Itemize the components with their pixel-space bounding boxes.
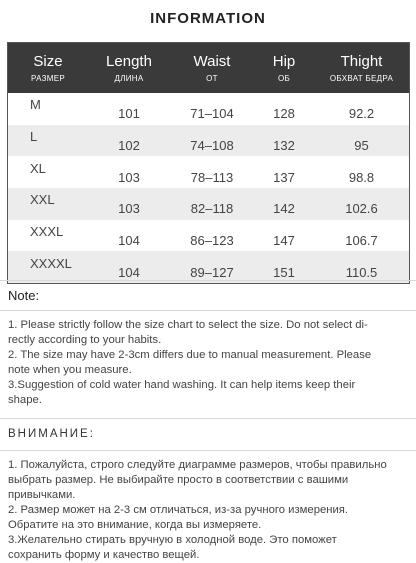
cell-length: 103	[118, 201, 140, 217]
divider	[0, 450, 416, 451]
header-length-en: Length	[106, 52, 152, 70]
header-thigh	[314, 43, 409, 93]
page-title: INFORMATION	[150, 10, 266, 27]
header-size-ru: РАЗМЕР	[30, 73, 65, 83]
ru-note-line: 3.Желательно стирать вручную в холодной воде. Это поможет	[8, 534, 337, 546]
ru-note-line: 2. Размер может на 2-3 см отличаться, из-за ручного измерения.	[8, 504, 349, 516]
header-size-en: Size	[33, 52, 63, 70]
cell-thigh: 98.8	[348, 169, 375, 185]
ru-note-line: выбрать размер. Не выбирайте просто в соответствии с вашими	[8, 474, 349, 486]
header-waist	[170, 43, 254, 93]
note-line: shape.	[8, 394, 42, 406]
divider	[0, 418, 416, 419]
ru-note-title: ВНИМАНИЕ:	[8, 428, 95, 440]
header-hip-en: Hip	[272, 52, 296, 70]
cell-thigh: 106.7	[345, 233, 378, 249]
ru-note-line: 1. Пожалуйста, строго следуйте диаграмме размеров, чтобы правильно	[8, 459, 387, 471]
note-text	[8, 318, 408, 408]
table-header	[8, 43, 409, 93]
cell-waist: 74–108	[190, 138, 234, 154]
note-line: 1. Please strictly follow the size chart to select the size. Do not select di-	[8, 319, 368, 331]
cell-size: XL	[30, 160, 46, 176]
divider	[0, 280, 416, 281]
cell-thigh: 95	[354, 138, 369, 154]
cell-size: XXXXL	[30, 255, 72, 271]
table-row	[8, 188, 409, 220]
header-waist-en: Waist	[193, 52, 231, 70]
cell-size: XXXL	[30, 224, 64, 240]
note-line: 3.Suggestion of cold water hand washing. It can help items keep their	[8, 379, 356, 391]
cell-thigh: 92.2	[348, 106, 375, 122]
divider	[0, 310, 416, 311]
header-thigh-ru: ОБХВАТ БЕДРА	[329, 73, 394, 83]
table-row	[8, 125, 409, 157]
header-hip-ru: ОБ	[277, 73, 291, 83]
cell-waist: 86–123	[190, 233, 234, 249]
note-line: note when you measure.	[8, 364, 132, 376]
note-line: 2. The size may have 2-3cm differs due to manual measurement. Please	[8, 349, 372, 361]
cell-waist: 89–127	[190, 264, 234, 280]
ru-note-line: сохранить форму и качество вещей.	[8, 549, 200, 561]
cell-hip: 151	[273, 264, 295, 280]
note-line: rectly according to your habits.	[8, 334, 162, 346]
cell-thigh: 102.6	[345, 201, 378, 217]
cell-length: 101	[118, 106, 140, 122]
cell-hip: 137	[273, 169, 295, 185]
table-row	[8, 156, 409, 188]
cell-size: XXL	[30, 192, 55, 208]
cell-waist: 71–104	[190, 106, 234, 122]
cell-waist: 78–113	[190, 169, 234, 185]
header-length	[88, 43, 170, 93]
cell-hip: 142	[273, 201, 295, 217]
cell-hip: 147	[273, 233, 295, 249]
header-waist-ru: ОТ	[206, 73, 218, 83]
cell-size: L	[30, 129, 38, 145]
cell-hip: 132	[273, 138, 295, 154]
cell-length: 104	[118, 233, 140, 249]
table-row	[8, 251, 409, 283]
cell-length: 103	[118, 169, 140, 185]
cell-size: M	[30, 97, 41, 113]
ru-note-text	[8, 458, 408, 563]
cell-length: 102	[118, 138, 140, 154]
cell-thigh: 110.5	[345, 264, 378, 280]
ru-note-line: Обратите на это внимание, когда вы измеряете.	[8, 519, 262, 531]
size-chart-table	[7, 42, 410, 284]
cell-hip: 128	[273, 106, 295, 122]
header-size	[8, 43, 88, 93]
ru-note-line: привычками.	[8, 489, 76, 501]
table-row	[8, 220, 409, 252]
cell-waist: 82–118	[190, 201, 234, 217]
header-thigh-en: Thight	[340, 52, 383, 70]
cell-length: 104	[118, 264, 140, 280]
header-length-ru: ДЛИНА	[114, 73, 144, 83]
note-title: Note:	[8, 288, 40, 303]
table-row	[8, 93, 409, 125]
header-hip	[254, 43, 314, 93]
